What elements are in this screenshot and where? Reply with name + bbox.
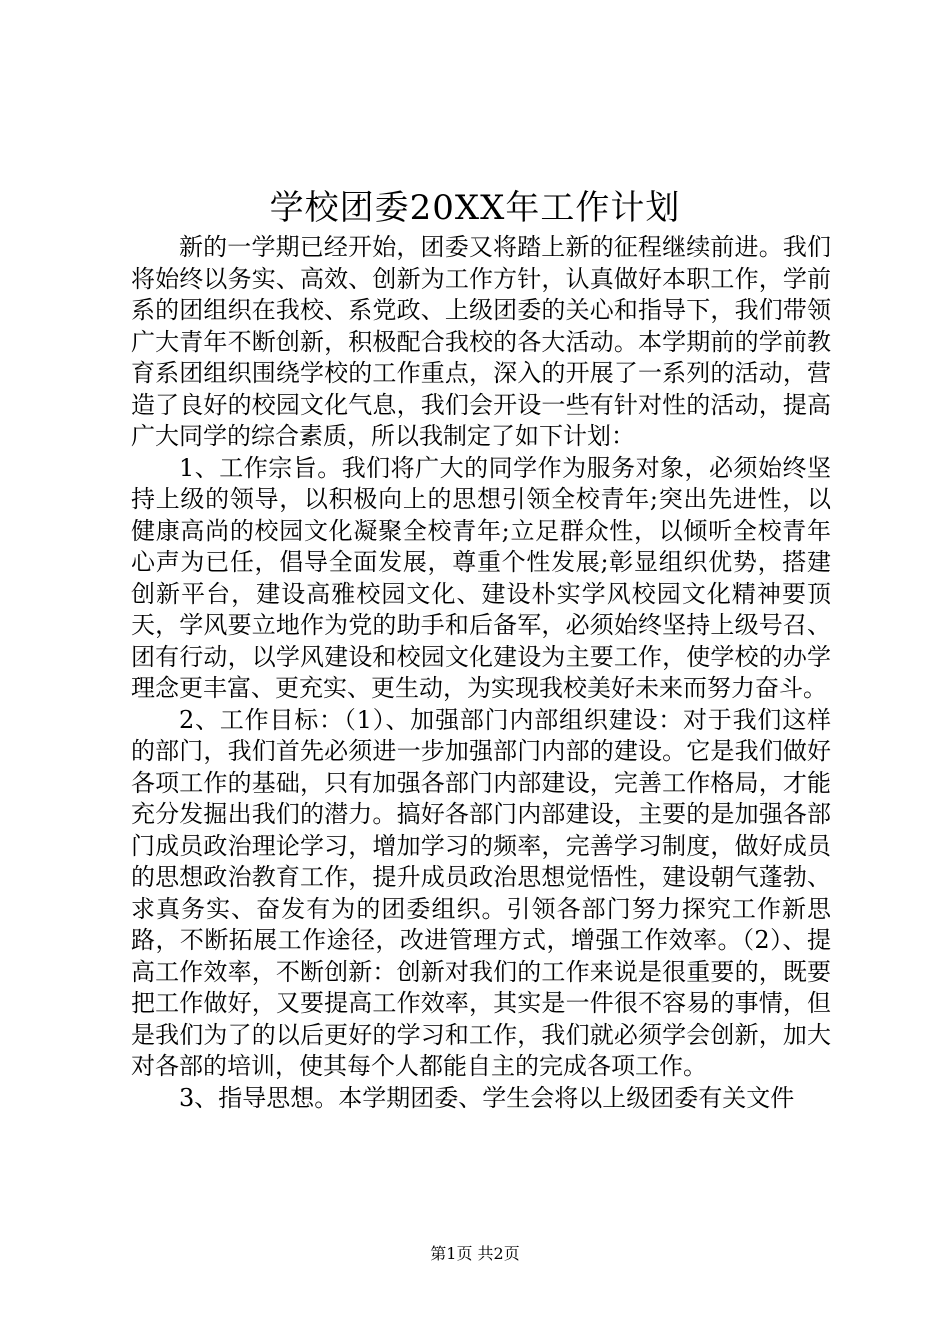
- document-body: [131, 232, 831, 1114]
- paragraph-work-purpose: 1、工作宗旨。我们将广大的同学作为服务对象，必须始终坚持上级的领导，以积极向上的思想引领全校青年;突出先进性，以健康高尚的校园文化凝聚全校青年;立足群众性，以倾听全校青年心声为已任，倡导全面发展，尊重个性发展;彰显组织优势，搭建创新平台，建设高雅校园文化、建设朴实学风校园文化精神要顶天，学风要立地作为党的助手和后备军，必须始终坚持上级号召、团有行动，以学风建设和校园文化建设为主要工作，使学校的办学理念更丰富、更充实、更生动，为实现我校美好未来而努力奋斗。: [131, 453, 831, 702]
- paragraph-guiding-ideology: 3、指导思想。本学期团委、学生会将以上级团委有关文件: [179, 1083, 795, 1112]
- paragraph-work-goals: 2、工作目标：（1）、加强部门内部组织建设：对于我们这样的部门，我们首先必须进一步加强部门内部的建设。它是我们做好各项工作的基础，只有加强各部门内部建设，完善工作格局，才能充分发掘出我们的潜力。搞好各部门内部建设，主要的是加强各部门成员政治理论学习，增加学习的频率，完善学习制度，做好成员的思想政治教育工作，提升成员政治思想觉悟性，建设朝气蓬勃、求真务实、奋发有为的团委组织。引领各部门努力探究工作新思路，不断拓展工作途径，改进管理方式，增强工作效率。（2）、提高工作效率，不断创新：创新对我们的工作来说是很重要的，既要把工作做好，又要提高工作效率，其实是一件很不容易的事情，但是我们为了的以后更好的学习和工作，我们就必须学会创新，加大对各部的培训，使其每个人都能自主的完成各项工作。: [131, 705, 831, 1080]
- paragraph-intro: 新的一学期已经开始，团委又将踏上新的征程继续前进。我们将始终以务实、高效、创新为工作方针，认真做好本职工作，学前系的团组织在我校、系党政、上级团委的关心和指导下，我们带领广大青年不断创新，积极配合我校的各大活动。本学期前的学前教育系团组织围绕学校的工作重点，深入的开展了一系列的活动，营造了良好的校园文化气息，我们会开设一些有针对性的活动，提高广大同学的综合素质，所以我制定了如下计划：: [131, 233, 831, 450]
- page-footer: 第1页 共2页: [430, 1244, 520, 1263]
- document-title: 学校团委20XX年工作计划: [269, 188, 681, 228]
